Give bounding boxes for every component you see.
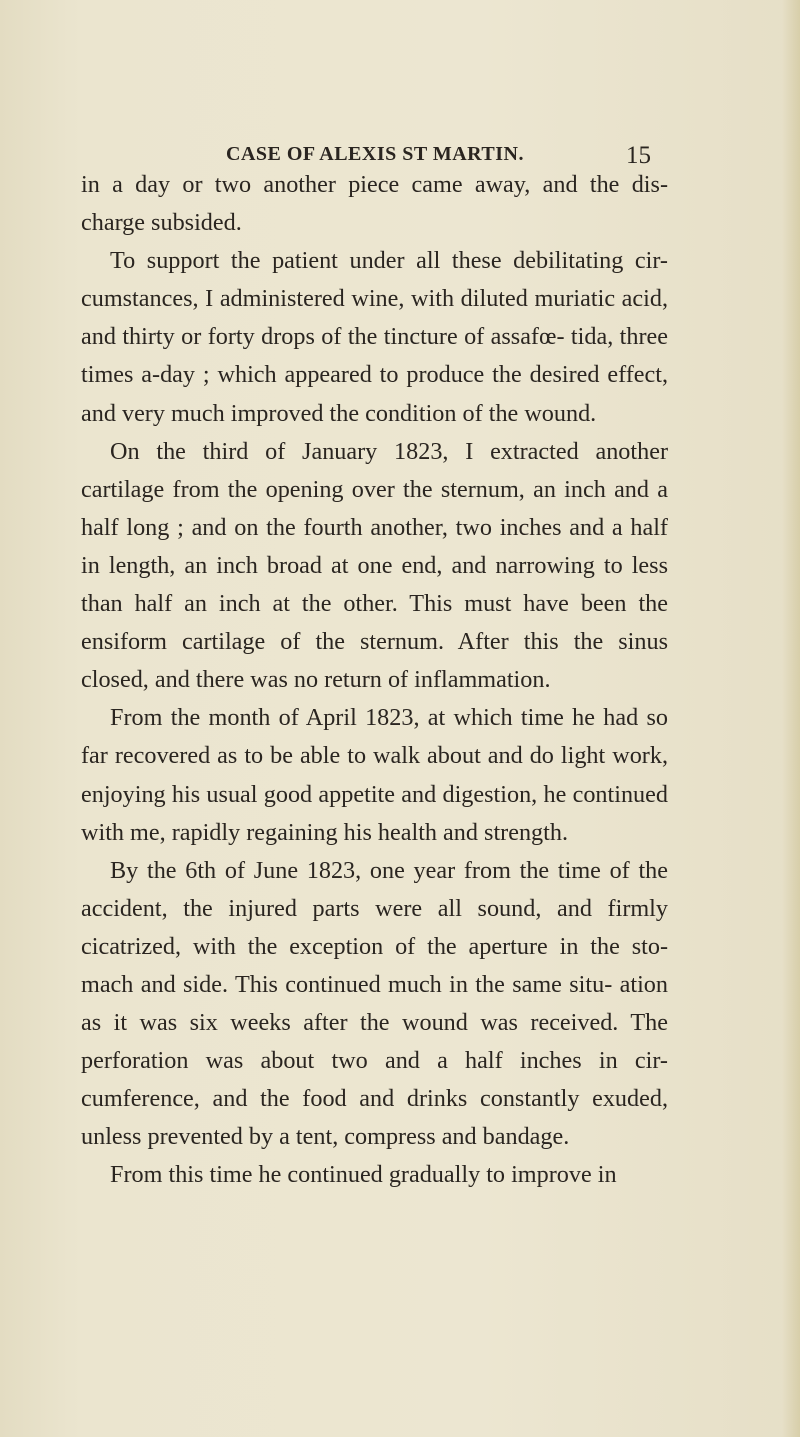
paragraph: By the 6th of June 1823, one year from the time of the accident, the injured parts were all sound, and firmly cicatrized, with the exception of the aperture in the sto- mach and side. This continued much in the same situ- ation as it was six weeks after the wound was received. The perforation was about two and a half inches in cir- cumference, and the food and drinks constantly exuded, unless prevented by a tent, compress and bandage. bbox=[81, 856, 668, 1151]
paragraph: To support the patient under all these debilitating cir- cumstances, I administered wine, with diluted muriatic acid, and thirty or forty drops of the tincture of assafœ- tida, three times a-day ; which appeared to produce the desired effect, and very much improved the condition of the wound. bbox=[81, 247, 668, 427]
paragraph-continued: in a day or two another piece came away, and the dis- charge subsided. bbox=[81, 171, 668, 237]
page-edge-shadow bbox=[782, 0, 800, 1437]
page-number: 15 bbox=[626, 142, 651, 169]
body-text bbox=[81, 166, 668, 1195]
running-header: CASE OF ALEXIS ST MARTIN. bbox=[226, 143, 524, 165]
paragraph: From the month of April 1823, at which time he had so far recovered as to be able to walk about and do light work, enjoying his usual good appetite and digestion, he continued with me, rapidly regaining his health and strength. bbox=[81, 704, 668, 846]
paragraph: On the third of January 1823, I extracted another cartilage from the opening over the sternum, an inch and a half long ; and on the fourth another, two inches and a half in length, an inch broad at one end, and narrowing to less than half an inch at the other. This must have been the ensiform cartilage of the sternum. After this the sinus closed, and there was no return of inflammation. bbox=[81, 437, 668, 694]
paragraph: From this time he continued gradually to improve in bbox=[110, 1161, 617, 1189]
